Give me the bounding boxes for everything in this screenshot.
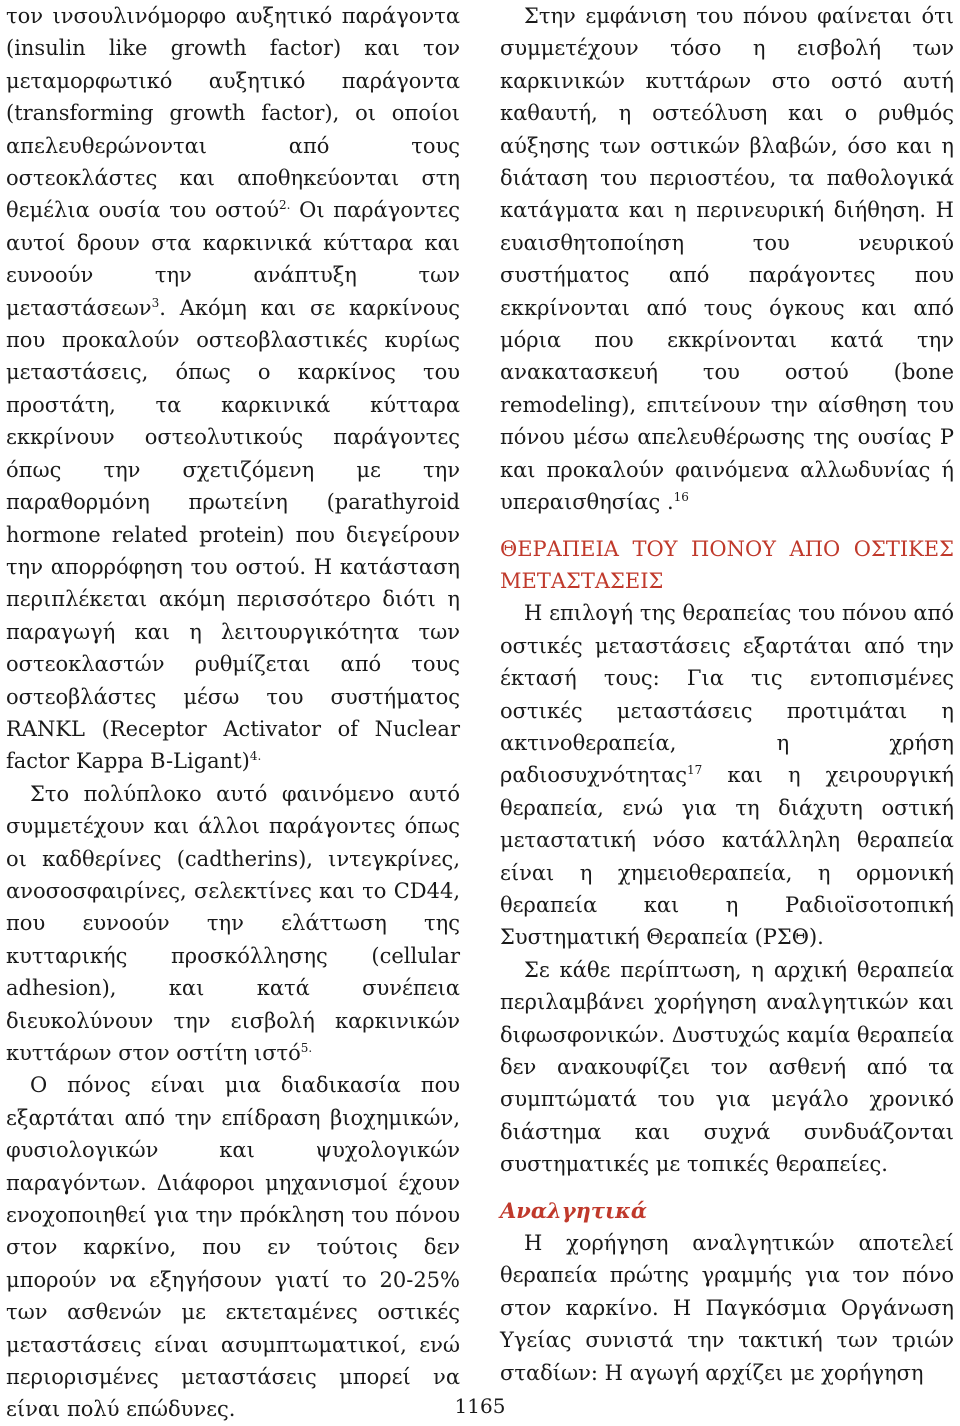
right-paragraph-2: Η επιλογή της θεραπείας του πόνου από οστικές μεταστάσεις εξαρτάται από την έκτασή τους: Για τις εντοπισμένες οστικές μεταστάσεις προτιμάται η ακτινοθεραπεία, η χρήση ραδιοσυχνότητας$^{17}$ και η χειρουργική θεραπεία, ενώ για τη διάχυτη οστική μεταστατική νόσο κατάλληλη θεραπεία είναι η χημειοθεραπεία, η ορμονική θεραπεία και η Ραδιοϊσοτοπική Συστηματική Θεραπεία (ΡΣΘ).: [500, 601, 954, 950]
left-column: [6, 0, 460, 1426]
right-column: [500, 0, 954, 1389]
right-paragraph-1: Στην εμφάνιση του πόνου φαίνεται ότι συμμετέχουν τόσο η εισβολή των καρκινικών κυττάρων στο οστό αυτή καθαυτή, η οστεόλυση και ο ρυθμός αύξησης των οστικών βλαβών, όσο και η διάταση του περιοστέου, τα παθολογικά κατάγματα και η περινευρική διήθηση. Η ευαισθητοποίηση του νευρικού συστήματος από παράγοντες που εκκρίνονται από τους όγκους και από μόρια που εκκρίνονται κατά την ανακατασκευή του οστού (bone remodeling), επιτείνουν την αίσθηση του πόνου μέσω απελευθέρωσης της ουσίας P και προκαλούν φαινόμενα αλλωδυνίας ή υπεραισθησίας .$^{16}$: [500, 4, 954, 515]
reference-4: 4.: [249, 749, 262, 764]
subsection-heading: Αναλγητικά: [500, 1197, 648, 1223]
right-paragraph-4: Η χορήγηση αναλγητικών αποτελεί θεραπεία πρώτης γραμμής για τον πόνο στον καρκίνο. Η Παγκόσμια Οργάνωση Υγείας συνιστά την τακτική των τριών σταδίων: Η αγωγή αρχίζει με χορήγηση: [500, 1231, 954, 1385]
left-paragraph-1: τον ινσουλινόμορφο αυξητικό παράγοντα (insulin like growth factor) και τον μεταμορφωτικό αυξητικό παράγοντα (transforming growth factor), οι οποίοι απελευθερώνονται από τους οστεοκλάστες και αποθηκεύονται στη θεμέλια ουσία του οστού$^{2.}$ Οι παράγοντες αυτοί δρουν στα καρκινικά κύτταρα και ευνοούν την ανάπτυξη των μεταστάσεων$^3$. Ακόμη και σε καρκίνους που προκαλούν οστεοβλαστικές κυρίως μεταστάσεις, όπως ο καρκίνος του προστάτη, τα καρκινικά κύτταρα εκκρίνουν οστεολυτικούς παράγοντες όπως την σχετιζόμενη με την παραθορμόνη πρωτείνη (parathyroid hormone related protein) που διεγείρουν την απορρόφηση του οστού. Η κατάσταση περιπλέκεται ακόμη περισσότερο διότι η παραγωγή και η λειτουργικότητα των οστεοκλαστών ρυθμίζεται από τους οστεοβλάστες μέσω του συστήματος RANKL (Receptor Activator of Nuclear factor Kappa B-Ligant)$^{4.}$: [6, 4, 461, 774]
page-number: 1165: [454, 1394, 506, 1418]
reference-2: 2.: [279, 198, 291, 213]
left-paragraph-2: Στο πολύπλοκο αυτό φαινόμενο αυτό συμμετέχουν και άλλοι παράγοντες όπως οι καδθερίνες (cadtherins), ιντεγκρίνες, ανοσοσφαιρίνες, σελεκτίνες και το CD44, που ευνοούν την ελάττωση της κυτταρικής προσκόλλησης (cellular adhesion), και κατά συνέπεια διευκολύνουν την εισβολή καρκινικών κυττάρων στον οστίτη ιστό$^{5.}$: [6, 781, 460, 1065]
reference-17: 17: [687, 763, 703, 778]
right-paragraph-3: Σε κάθε περίπτωση, η αρχική θεραπεία περιλαμβάνει χορήγηση αναλγητικών και διφωσφονικών. Δυστυχώς καμία θεραπεία δεν ανακουφίζει τον ασθενή από τα συμπτώματά του για μεγάλο χρονικό διάστημα και συχνά συνδυάζονται συστηματικές με τοπικές θεραπείες.: [500, 957, 954, 1177]
reference-5: 5.: [300, 1041, 313, 1055]
reference-16: 16: [673, 490, 689, 505]
section-heading: ΘΕΡΑΠΕΙΑ ΤΟΥ ΠΟΝΟΥ ΑΠΟ ΟΣΤΙΚΕΣ ΜΕΤΑΣΤΑΣΕΙΣ: [500, 536, 954, 593]
reference-3: 3: [151, 295, 160, 310]
left-paragraph-3: Ο πόνος είναι μια διαδικασία που εξαρτάται από την επίδραση βιοχημικών, φυσιολογικών και ψυχολογικών παραγόντων. Διάφοροι μηχανισμοί έχουν ενοχοποιηθεί για την πρόκληση του πόνου στον καρκίνο, που εν τούτοις δεν μπορούν να εξηγήσουν γιατί το 20-25% των ασθενών με εκτεταμένες οστικές μεταστάσεις είναι ασυμπτωματικοί, ενώ περιορισμένες μεταστάσεις μπορεί να είναι πολύ επώδυνες.: [6, 1073, 460, 1422]
